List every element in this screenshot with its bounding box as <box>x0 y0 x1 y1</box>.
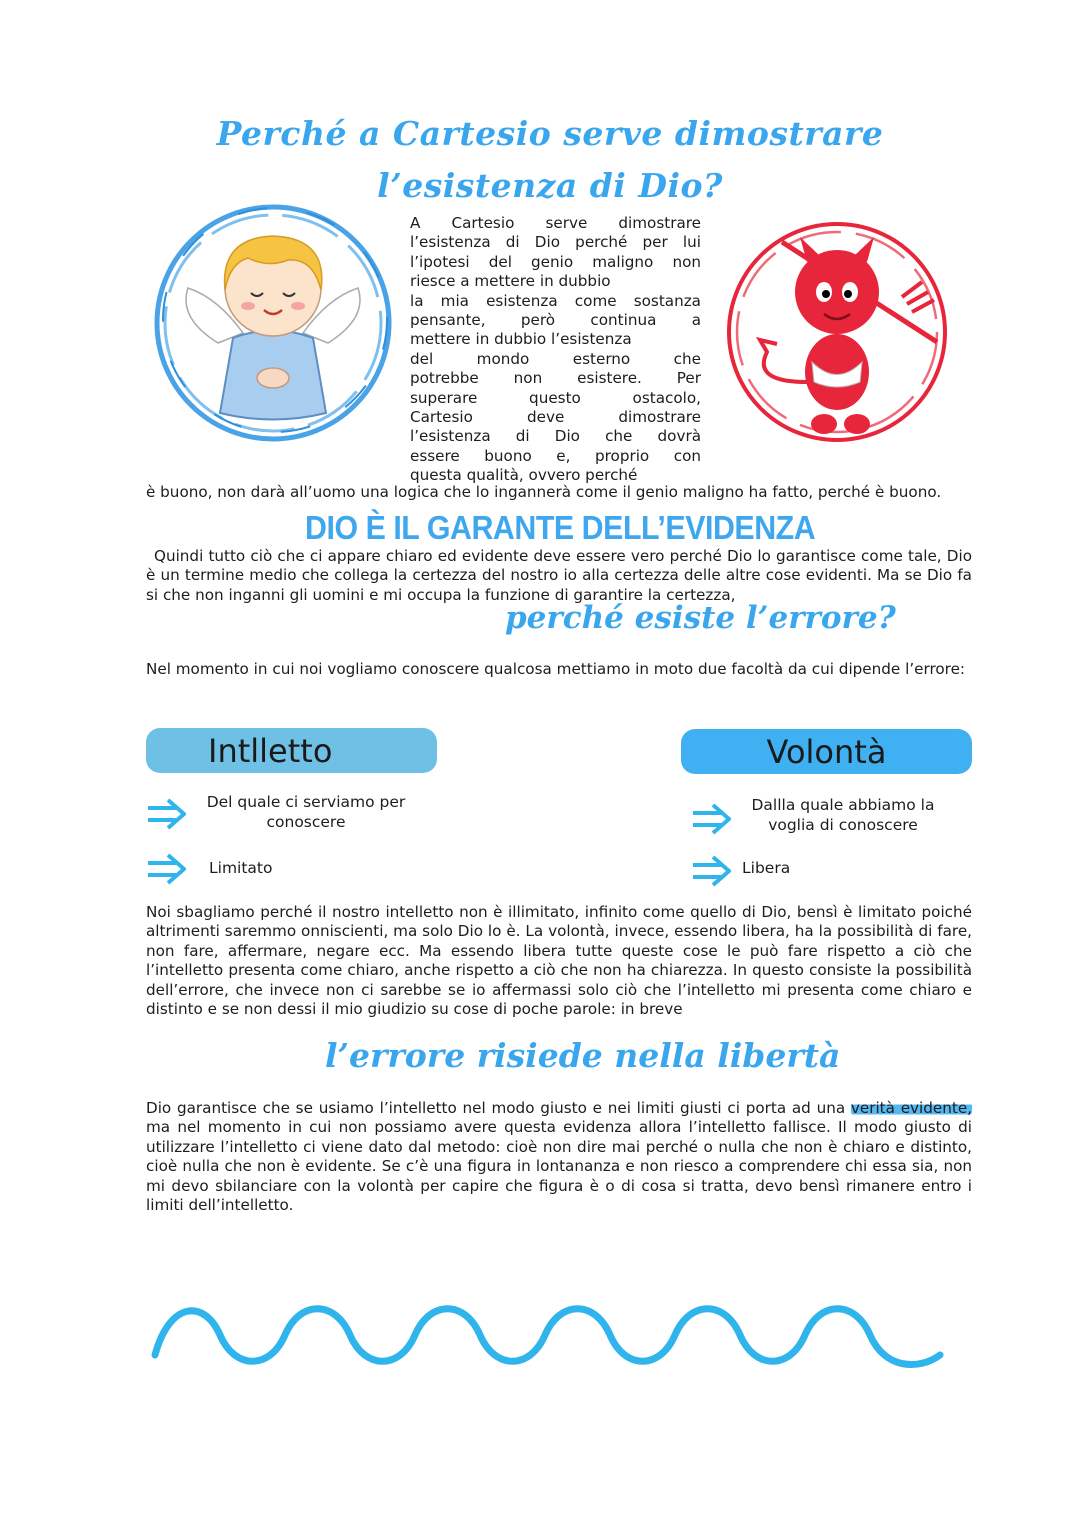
heading-errore: perché esiste l’errore? <box>505 600 896 636</box>
intro-line: mettere in dubbio l’esistenza <box>410 330 632 349</box>
devil-illustration <box>712 212 962 452</box>
final-text-after: ma nel momento in cui non possiamo avere questa evidenza allora l’intelletto fallisce. Il modo giusto di utilizzare l’intelletto ci viene dato dal metodo: cioè non dire mai perché o nulla che non è chiaro e distinto, cioè nulla che non è evidente. Se c’è una figura in lontananza e non riesco a comprendere chi essa sia, non mi devo sbilanciare con la volontà per capire che figura è o di cosa si tratta, devo bensì rimanere entro i limiti dell’intelletto. <box>146 1118 972 1215</box>
intelletto-point: Del quale ci serviamo per conoscere <box>206 793 406 831</box>
intro-line: questa qualità, ovvero perché <box>410 466 638 485</box>
intelletto-point: Limitato <box>209 859 273 877</box>
arrow-right-icon <box>691 801 735 837</box>
arrow-right-icon <box>691 853 735 889</box>
volonta-pill <box>681 729 972 774</box>
arrow-right-icon <box>146 851 190 887</box>
angel-illustration <box>148 198 398 448</box>
volonta-point: Libera <box>742 859 791 877</box>
intro-line: l’esistenza di Dio che dovrà <box>410 427 701 446</box>
intro-line: potrebbe non esistere. Per <box>410 369 701 388</box>
intelletto-pill <box>146 728 437 773</box>
intro-paragraph <box>410 214 701 486</box>
intro-line: essere buono e, proprio con <box>410 446 701 465</box>
paragraph-final <box>146 1099 972 1215</box>
paragraph-garante: Quindi tutto ciò che ci appare chiaro ed evidente deve essere vero perché Dio lo garantisce come tale, Dio è un termine medio che collega la certezza del nostro io alla certezza delle altre cose evidenti. Ma se Dio fa si che non inganni gli uomini e mi occupa la funzione di garantire la certezza, <box>146 547 972 604</box>
page-title: Perché a Cartesio serve dimostrare l’esistenza di Dio? <box>216 114 884 205</box>
intelletto-label: Intlletto <box>208 731 333 770</box>
volonta-label: Volontà <box>766 732 887 771</box>
intro-line: superare questo ostacolo, <box>410 388 701 407</box>
intro-line: riesce a mettere in dubbio <box>410 272 611 291</box>
intro-line: l’ipotesi del genio maligno non <box>410 252 701 271</box>
intro-line: la mia esistenza come sostanza <box>410 291 701 310</box>
heading-garante: DIO È IL GARANTE DELL’EVIDENZA <box>305 509 816 546</box>
heading-liberta: l’errore risiede nella libertà <box>325 1036 841 1075</box>
wave-decoration <box>150 1300 950 1370</box>
intro-line: pensante, però continua a <box>410 311 701 330</box>
paragraph-sbagliamo: Noi sbagliamo perché il nostro intelletto non è illimitato, infinito come quello di Dio, bensì è limitato poiché altrimenti saremmo onniscienti, ma solo Dio lo è. La volontà, invece, essendo libera, ha la possibilità di fare, non fare, affermare, negare ecc. Ma essendo libera tutte queste cose le può fare rispetto a ciò che l’intelletto presenta come chiaro, anche rispetto a ciò che non ha chiarezza. In questo consiste la possibilità dell’errore, che invece non ci sarebbe se io affermassi solo ciò che l’intelletto mi presenta come chiaro e distinto e se non dessi il mio giudizio su cose di poche parole: in breve <box>146 903 972 1019</box>
volonta-point: Dallla quale abbiamo la voglia di conoscere <box>751 796 935 834</box>
arrow-right-icon <box>146 796 190 832</box>
highlighted-text: verità evidente, <box>850 1099 972 1117</box>
final-text-before: Dio garantisce che se usiamo l’intelletto nel modo giusto e nei limiti giusti ci porta ad una <box>146 1099 851 1117</box>
intro-continuation: è buono, non darà all’uomo una logica che lo ingannerà come il genio maligno ha fatto, perché è buono. <box>146 483 942 501</box>
intro-line: del mondo esterno che <box>410 349 701 368</box>
paragraph-facolta: Nel momento in cui noi vogliamo conoscere qualcosa mettiamo in moto due facoltà da cui dipende l’errore: <box>146 660 966 678</box>
intro-line: l’esistenza di Dio perché per lui <box>410 233 701 252</box>
intro-line: Cartesio deve dimostrare <box>410 408 701 427</box>
intro-line: A Cartesio serve dimostrare <box>410 214 701 232</box>
